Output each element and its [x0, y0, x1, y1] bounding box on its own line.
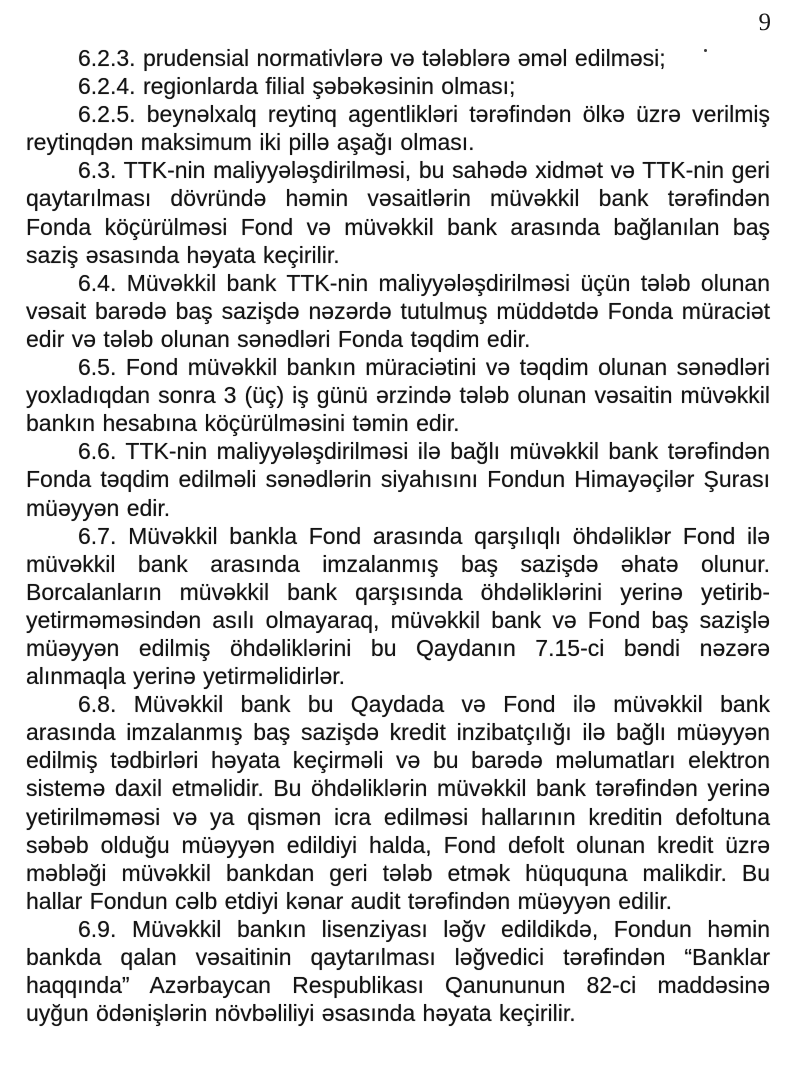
clause-number: 6.3. [78, 157, 117, 184]
clause-number: 6.7. [78, 522, 117, 549]
clause-text: Fond müvəkkil bankın müraciətini və təqdim olunan sənədləri yoxladıqdan sonra 3 (üç) iş günü ərzində tələb olunan vəsaitin müvəkkil bankın hesabına köçürülməsini təmin edir. [26, 354, 770, 437]
clause-text: Müvəkkil bank TTK-nin maliyyələşdirilməsi üçün tələb olunan vəsait barədə baş sazişdə nəzərdə tutulmuş müddətdə Fonda müraciət edir və tələb olunan sənədləri Fonda təqdim edir. [26, 269, 770, 352]
clause-6-3 [26, 156, 770, 268]
clause-6-4 [26, 269, 770, 353]
clause-6-6 [26, 437, 770, 521]
clause-text: TTK-nin maliyyələşdirilməsi, bu sahədə xidmət və TTK-nin geri qaytarılması dövründə həmin vəsaitlərin müvəkkil bank tərəfindən Fonda köçürülməsi Fond və müvəkkil bank arasında bağlanılan baş saziş əsasında həyata keçirilir. [26, 157, 771, 268]
clause-number: 6.9. [78, 915, 117, 942]
clause-text: Müvəkkil bankla Fond arasında qarşılıqlı öhdəliklər Fond ilə müvəkkil bank arasında imzalanmış baş sazişdə əhatə olunur. Borcalanların müvəkkil bank qarşısında öhdəliklərini yerinə yetirib-yetirməməsindən asılı olmayaraq, müvəkkil bank və Fond baş sazişlə müəyyən edilmiş öhdəliklərini bu Qaydanın 7.15-ci bəndi nəzərə alınmaqla yerinə yetirməlidirlər. [26, 522, 770, 690]
clause-number: 6.2.5. [78, 101, 136, 128]
clause-text: regionlarda filial şəbəkəsinin olması; [142, 73, 516, 100]
clause-6-8 [26, 690, 770, 915]
clause-text: Müvəkkil bankın lisenziyası ləğv edildikdə, Fondun həmin bankda qalan vəsaitinin qaytarılması ləğvedici tərəfindən “Banklar haqqında” Azərbaycan Respublikası Qanununun 82-ci maddəsinə uyğun ödənişlərin növbəliliyi əsasında həyata keçirilir. [26, 915, 770, 1027]
clause-text: Müvəkkil bank bu Qaydada və Fond ilə müvəkkil bank arasında imzalanmış baş sazişdə kredit inzibatçılığı ilə bağlı müəyyən edilmiş tədbirləri həyata keçirməli və bu barədə məlumatları elektron sistemə daxil etməlidir. Bu öhdəliklərin müvəkkil bank tərəfindən yerinə yetirilməməsi və ya qismən icra edilməsi hallarının kreditin defoltuna səbəb olduğu müəyyən edildiyi halda, Fond defolt olunan kredit üzrə məbləği müvəkkil bankdan geri tələb etmək hüququna malikdir. Bu hallar Fondun cəlb etdiyi kənar audit tərəfindən müəyyən edilir. [26, 691, 771, 914]
clause-text: prudensial normativlərə və tələblərə əməl edilməsi; [142, 45, 666, 71]
clause-number: 6.2.3. [78, 45, 136, 71]
clause-6-9 [26, 915, 770, 1027]
clause-6-7 [26, 522, 770, 691]
clause-number: 6.2.4. [78, 73, 136, 100]
clause-6-2-4 [26, 72, 770, 100]
clause-text: TTK-nin maliyyələşdirilməsi ilə bağlı müvəkkil bank tərəfindən Fonda təqdim edilməli sənədlərin siyahısını Fondun Himayəçilər Şurası müəyyən edir. [26, 438, 770, 521]
clause-6-2-5 [26, 100, 770, 156]
clause-number: 6.4. [78, 269, 117, 296]
clause-6-2-3 [26, 44, 770, 72]
page-number: 9 [758, 9, 771, 36]
clause-number: 6.5. [78, 354, 117, 381]
document-body [26, 44, 770, 1027]
clause-number: 6.8. [78, 691, 117, 718]
clause-6-5 [26, 353, 770, 437]
clause-text: beynəlxalq reytinq agentlikləri tərəfindən ölkə üzrə verilmiş reytinqdən maksimum iki pillə aşağı olması. [26, 101, 771, 156]
clause-number: 6.6. [78, 438, 117, 465]
